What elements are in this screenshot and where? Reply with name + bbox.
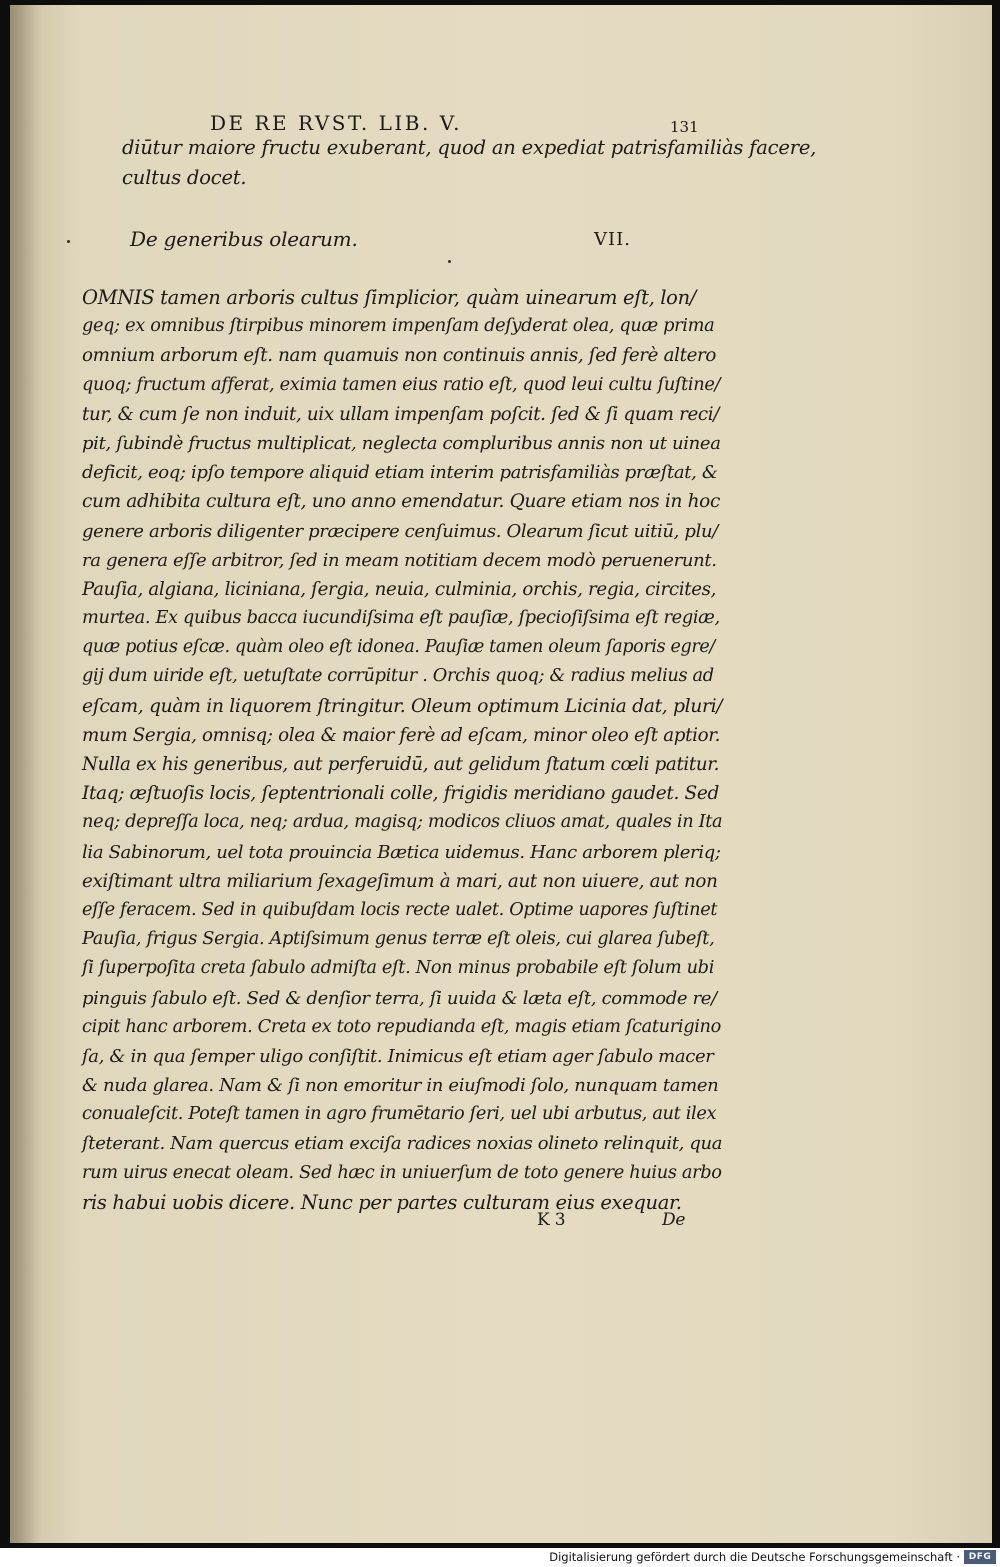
body-line: ra genera eſſe arbitror, ſed in meam notitiam decem modò peruenerunt.	[82, 549, 717, 571]
body-line: deficit, eoq; ipſo tempore aliquid etiam interim patrisfamiliàs præſtat, &	[82, 462, 718, 484]
body-line: Nulla ex his generibus, aut perferuidū, aut gelidum ſtatum cœli patitur.	[82, 754, 720, 775]
body-line: cum adhibita cultura eſt, uno anno emendatur. Quare etiam nos in hoc	[82, 491, 720, 513]
body-line: OMNIS tamen arboris cultus ſimplicior, quàm uinearum eſt, lon/	[82, 286, 696, 309]
body-line: rum uirus enecat oleam. Sed hæc in uniuerſum de toto genere huius arbo	[82, 1162, 722, 1183]
body-line: omnium arborum eſt. nam quamuis non continuis annis, ſed ferè altero	[82, 345, 717, 367]
chapter-number: VII.	[594, 229, 631, 250]
ink-speck	[67, 240, 70, 243]
body-line: eſſe feracem. Sed in quibuſdam locis recte ualet. Optime uapores ſuſtinet	[82, 899, 718, 920]
body-line: gij dum uiride eſt, uetuſtate corrūpitur . Orchis quoq; & radius melius ad	[82, 666, 714, 687]
body-line: conualeſcit. Poteſt tamen in agro frumētario ſeri, uel ubi arbutus, aut ilex	[82, 1104, 717, 1125]
body-line: ſa, & in qua ſemper uligo conſiſtit. Inimicus eſt etiam ager ſabulo macer	[82, 1045, 714, 1067]
body-line: lia Sabinorum, uel tota prouincia Bætica uidemus. Hanc arborem pleriq;	[82, 841, 721, 863]
body-line: neq; depreſſa loca, neq; ardua, magisq; modicos cliuos amat, quales in Ita	[82, 812, 723, 833]
body-line: Pauſia, frigus Sergia. Aptiſsimum genus terræ eſt oleis, cui glarea ſubeſt,	[82, 929, 715, 950]
top-line-2: cultus docet.	[122, 166, 247, 189]
running-title: DE RE RVST. LIB. V.	[210, 111, 463, 135]
body-line: exiſtimant ultra miliarium ſexageſimum à mari, aut non uiuere, aut non	[82, 870, 718, 892]
body-line: Itaq; æſtuoſis locis, ſeptentrionali colle, frigidis meridiano gaudet. Sed	[82, 783, 719, 805]
digitization-footer	[0, 1548, 1000, 1567]
body-line: tur, & cum ſe non induit, uix ullam impenſam poſcit. ſed & ſi quam reci/	[82, 403, 720, 425]
body-line: Pauſia, algiana, liciniana, ſergia, neuia, culminia, orchis, regia, circites,	[82, 578, 717, 600]
body-line: & nuda glarea. Nam & ſi non emoritur in eiuſmodi ſolo, nunquam tamen	[82, 1075, 719, 1097]
body-line: pinguis ſabulo eſt. Sed & denſior terra, ſi uuida & læta eſt, commode re/	[82, 987, 717, 1009]
page-number: 131	[670, 118, 699, 136]
ink-speck	[448, 260, 451, 263]
body-line: ris habui uobis dicere. Nunc per partes culturam eius exequar.	[82, 1190, 682, 1214]
body-line: ſi ſuperpoſita creta ſabulo admiſta eſt. Non minus probabile eſt ſolum ubi	[82, 958, 715, 979]
footer-credit: Digitalisierung gefördert durch die Deutsche Forschungsgemeinschaft ·	[549, 1550, 960, 1564]
body-line: cipit hanc arborem. Creta ex toto repudianda eſt, magis etiam ſcaturigino	[82, 1016, 721, 1037]
body-line: quoq; fructum afferat, eximia tamen eius ratio eſt, quod leui cultu ſuſtine/	[82, 374, 721, 395]
body-text	[82, 283, 722, 1217]
catchword: De	[662, 1210, 686, 1230]
body-line: quæ potius eſcæ. quàm oleo eſt idonea. Pauſiæ tamen oleum ſaporis egre/	[82, 637, 715, 658]
top-line-1: diūtur maiore fructu exuberant, quod an expediat patrisfamiliàs facere,	[122, 136, 817, 159]
body-line: mum Sergia, omnisq; olea & maior ferè ad eſcam, minor oleo eſt aptior.	[82, 724, 721, 746]
dfg-logo: DFG	[964, 1550, 996, 1564]
chapter-title: De generibus olearum.	[130, 227, 358, 251]
body-line: ſteterant. Nam quercus etiam exciſa radices noxias olineto relinquit, qua	[82, 1133, 723, 1155]
body-line: genere arboris diligenter præcipere cenſuimus. Olearum ſicut uitiū, plu/	[82, 520, 718, 542]
body-line: eſcam, quàm in liquorem ſtringitur. Oleum optimum Licinia dat, pluri/	[82, 695, 723, 717]
body-line: pit, ſubindè fructus multiplicat, neglecta compluribus annis non ut uinea	[82, 432, 721, 454]
signature-mark: K 3	[537, 1210, 566, 1230]
body-line: murtea. Ex quibus bacca iucundiſsima eſt pauſiæ, ſpecioſiſsima eſt regiæ,	[82, 608, 720, 629]
body-line: geq; ex omnibus ſtirpibus minorem impenſam deſyderat olea, quæ prima	[82, 316, 715, 337]
